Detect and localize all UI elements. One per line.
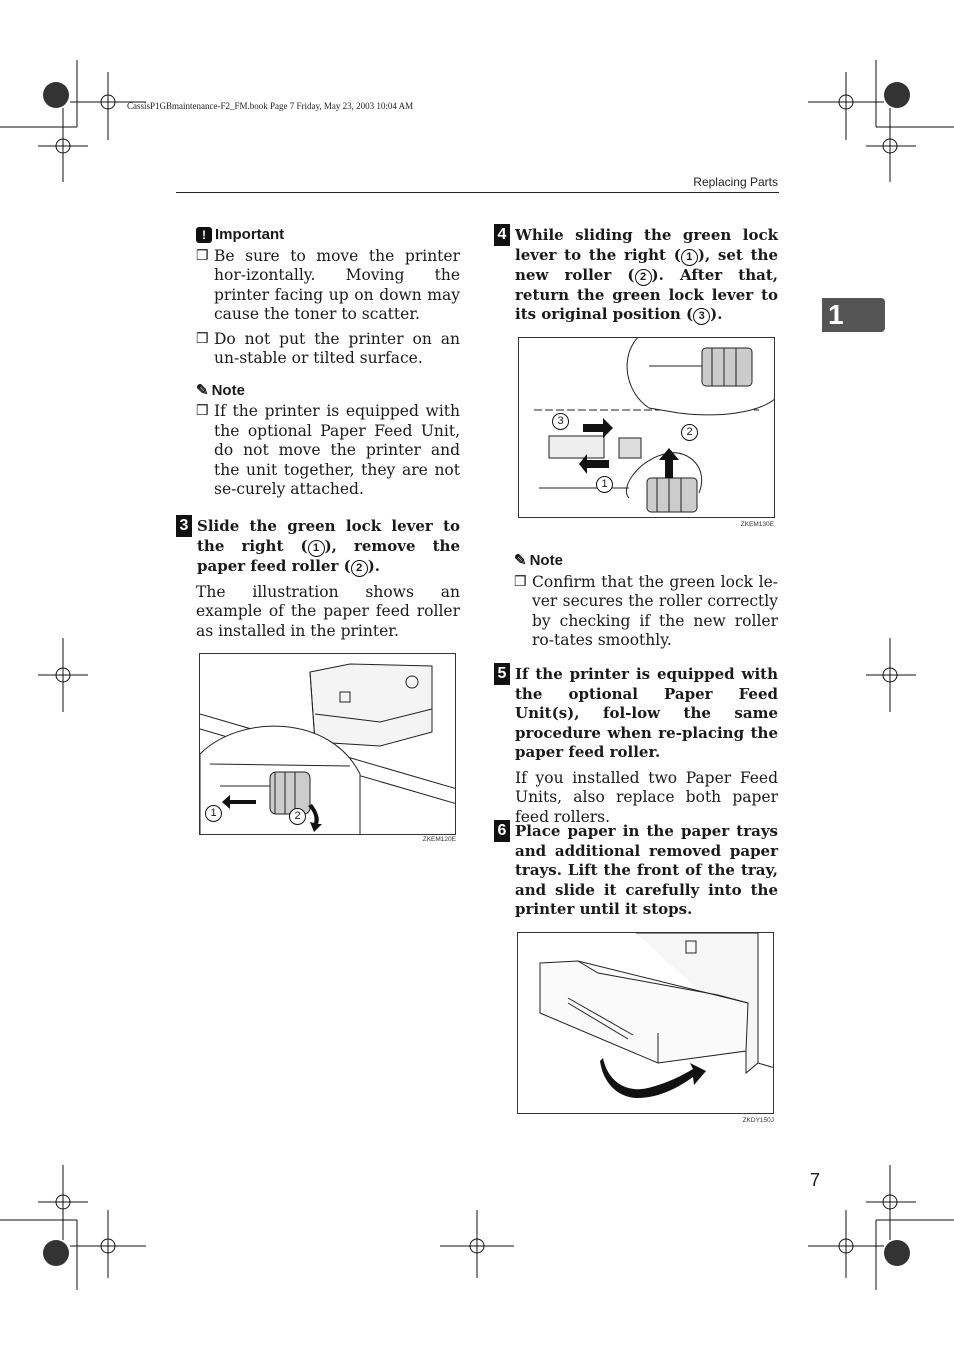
step-body: If you installed two Paper Feed Units, also replace both paper feed rollers. — [515, 768, 778, 826]
tray-illustration — [518, 933, 774, 1114]
important-icon: ! — [196, 227, 212, 243]
note-title: Note — [211, 381, 245, 399]
note-item: ❒ If the printer is equipped with the optional Paper Feed Unit, do not move the printer and the unit together, they are not se-curely attached. — [196, 402, 460, 498]
step-instruction: If the printer is equipped with the optional Paper Feed Unit(s), fol-low the same procedure when re-placing the paper feed roller. — [515, 665, 778, 761]
checkbox-icon: ❒ — [196, 403, 209, 419]
step-instruction: While sliding the green lock lever to the right ( 1 ), set the new roller ( 2 ). After that, return the green lock lever to its original position ( 3 ). — [515, 226, 779, 323]
note-item: ❒ Confirm that the green lock le-ver secures the roller correctly by checking if the new roller ro-tates smoothly. — [514, 572, 778, 649]
note-heading — [196, 381, 460, 401]
callout-1: 1 — [596, 476, 613, 493]
step-6 — [494, 822, 778, 920]
checkbox-icon: ❒ — [196, 247, 209, 264]
step-5 — [494, 665, 778, 827]
step-number: 6 — [494, 820, 510, 842]
callout-2: 2 — [289, 808, 306, 825]
figure-insert-tray — [517, 932, 774, 1114]
step-4 — [494, 226, 778, 325]
important-item: ❒ Do not put the printer on an un-stable or tilted surface. — [196, 329, 460, 367]
checkbox-icon: ❒ — [514, 573, 527, 590]
step-3 — [176, 517, 460, 641]
chapter-tab: 1 — [822, 298, 885, 332]
left-column — [196, 225, 460, 514]
figure-remove-roller — [199, 653, 456, 835]
figure-code: ZKDY150J — [742, 1117, 774, 1124]
important-heading — [196, 225, 460, 245]
callout-2: 2 — [681, 424, 698, 441]
figure-code: ZKEM130E — [740, 521, 774, 528]
callout-3: 3 — [552, 413, 569, 430]
important-title: Important — [215, 226, 285, 243]
step-number: 5 — [494, 663, 510, 685]
book-info-line: CassisP1GBmaintenance-F2_FM.book Page 7 Friday, May 23, 2003 10:04 AM — [127, 101, 414, 111]
note-heading — [514, 551, 778, 571]
step-instruction: Place paper in the paper trays and additional removed paper trays. Lift the front of the tray, and slide it carefully into the printer until it stops. — [515, 822, 778, 918]
figure-code: ZKEM120E — [422, 836, 456, 843]
pencil-icon: ✎ — [196, 381, 209, 399]
page-number: 7 — [810, 1170, 821, 1190]
running-head: Replacing Parts — [693, 175, 778, 189]
header-rule — [176, 192, 779, 193]
right-note — [514, 551, 778, 651]
checkbox-icon: ❒ — [196, 330, 209, 347]
note-title: Note — [529, 552, 563, 569]
step-instruction: Slide the green lock lever to the right ( 1 ), remove the paper feed roller ( 2 ). — [197, 517, 460, 575]
figure-set-roller — [518, 337, 775, 518]
important-item: ❒ Be sure to move the printer hor-izontally. Moving the printer facing up on down may cause the toner to scatter. — [196, 246, 460, 323]
step-number: 3 — [176, 515, 192, 537]
step-body: The illustration shows an example of the paper feed roller as installed in the printer. — [196, 582, 460, 640]
callout-1: 1 — [205, 805, 222, 822]
pencil-icon: ✎ — [514, 552, 527, 569]
printer-illustration — [200, 654, 456, 835]
step-number: 4 — [494, 224, 510, 246]
